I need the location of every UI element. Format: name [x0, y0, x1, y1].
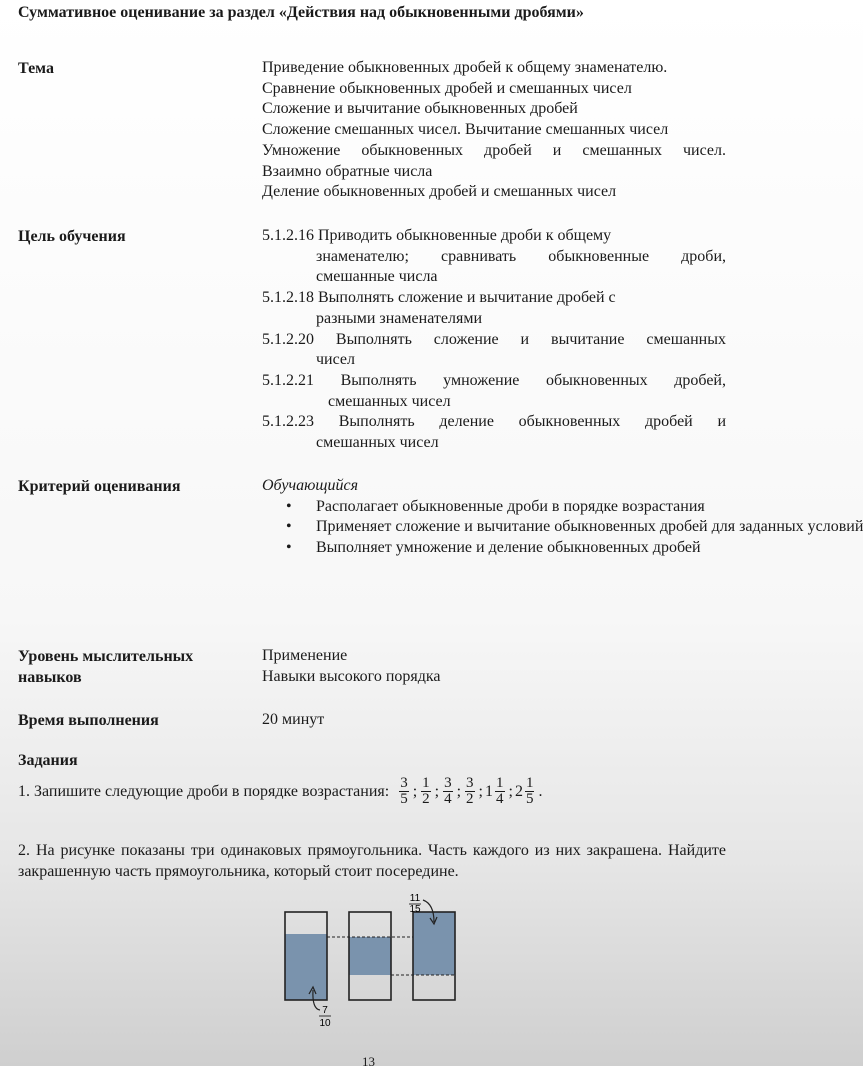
fraction-denominator: 2 [422, 791, 430, 807]
fraction-numerator: 1 [422, 775, 430, 791]
fraction-numerator: 1 [496, 775, 504, 791]
fraction-part [495, 776, 505, 807]
topic-line: Умножение обыкновенных дробей и смешанных чисел. [262, 141, 726, 159]
fraction-part [525, 776, 535, 807]
label-right-den: 15 [409, 904, 421, 915]
goal-item: 5.1.2.23 Выполнять деление обыкновенных дробей и смешанных чисел [262, 413, 726, 452]
criteria-bullet: • Располагает обыкновенные дроби в порядке возрастания [262, 497, 716, 518]
fraction-denominator: 2 [466, 791, 474, 807]
fraction-denominator: 4 [444, 791, 452, 807]
fraction-whole: 2 [514, 782, 523, 800]
fraction [419, 776, 433, 807]
label-left-den: 10 [319, 1018, 331, 1029]
goal-item: 5.1.2.18 Выполнять сложение и вычитание дробей с разными знаменателями [262, 289, 616, 327]
fraction-separator: . [538, 782, 543, 800]
fraction [397, 776, 411, 807]
topic-line: Приведение обыкновенных дробей к общему знаменателю. [262, 59, 668, 76]
topic-line: Деление обыкновенных дробей и смешанных чисел [262, 183, 617, 201]
fraction-separator: ; [412, 782, 418, 800]
goal-item: 5.1.2.20 Выполнять сложение и вычитание смешанных чисел [262, 330, 726, 369]
criteria-block [262, 476, 863, 559]
fraction-numerator: 3 [400, 775, 408, 791]
criteria-bullet: • Выполняет умножение и деление обыкновенных дробей [262, 538, 716, 559]
topic-line: Сложение смешанных чисел. Вычитание смешанных чисел [262, 121, 669, 139]
task-1 [18, 776, 544, 807]
fraction [463, 776, 477, 807]
fraction-part [399, 776, 409, 807]
topic-line: Взаимно обратные числа [262, 162, 433, 180]
fraction-separator: ; [508, 782, 513, 800]
page-title: Суммативное оценивание за раздел «Действия над обыкновенными дробями» [18, 4, 584, 21]
rect1-shaded [285, 934, 327, 1000]
time-label: Время выполнения [18, 712, 159, 729]
topic-label: Тема [18, 60, 54, 77]
task-1-text: 1. Запишите следующие дроби в порядке возрастания: [18, 782, 390, 800]
label-left-num: 7 [322, 1005, 328, 1016]
level-values: Применение Навыки высокого порядка [262, 647, 441, 685]
fraction-whole: 1 [485, 782, 493, 800]
page-number: 13 [362, 1054, 375, 1069]
fraction-separator: ; [456, 782, 462, 800]
fraction-numerator: 3 [466, 775, 474, 791]
task-1-fractions [397, 776, 544, 807]
fraction-denominator: 5 [525, 791, 534, 807]
rect2-shaded [349, 937, 391, 975]
fraction-part [421, 776, 431, 807]
fraction-separator: ; [434, 782, 440, 800]
fraction-numerator: 1 [525, 775, 534, 791]
criteria-label: Критерий оценивания [18, 478, 181, 495]
task-2-text: 2. На рисунке показаны три одинаковых прямоугольника. Часть каждого из них закрашена. Найдите закрашенную часть прямоугольника, который стоит посередине. [18, 842, 726, 880]
time-value: 20 минут [262, 711, 325, 728]
rectangles-figure [276, 888, 476, 1038]
topic-lines [262, 58, 726, 203]
fraction-denominator: 5 [400, 791, 408, 807]
criteria-bullet: • Применяет сложение и вычитание обыкновенных дробей для заданных условий [262, 517, 716, 538]
fraction [441, 776, 455, 807]
fraction-part [465, 776, 475, 807]
goal-list [262, 226, 726, 454]
label-right-num: 11 [409, 893, 421, 904]
fraction-numerator: 3 [444, 775, 452, 791]
topic-line: Сложение и вычитание обыкновенных дробей [262, 100, 578, 118]
fraction-denominator: 4 [496, 791, 504, 807]
tasks-heading: Задания [18, 752, 78, 769]
fraction [515, 776, 537, 807]
topic-line: Сравнение обыкновенных дробей и смешанных чисел [262, 79, 632, 97]
goal-label: Цель обучения [18, 228, 126, 245]
fraction-separator: ; [478, 782, 483, 800]
goal-item: 5.1.2.21 Выполнять умножение обыкновенных дробей, смешанных чисел [262, 371, 726, 410]
level-label: Уровень мыслительных навыков [18, 648, 194, 686]
fraction [485, 776, 507, 807]
criteria-intro: Обучающийся [262, 477, 359, 494]
fraction-part [443, 776, 453, 807]
goal-item: 5.1.2.16 Приводить обыкновенные дроби к общему знаменателю; сравнивать обыкновенные дроби, смешанные числа [262, 227, 726, 286]
